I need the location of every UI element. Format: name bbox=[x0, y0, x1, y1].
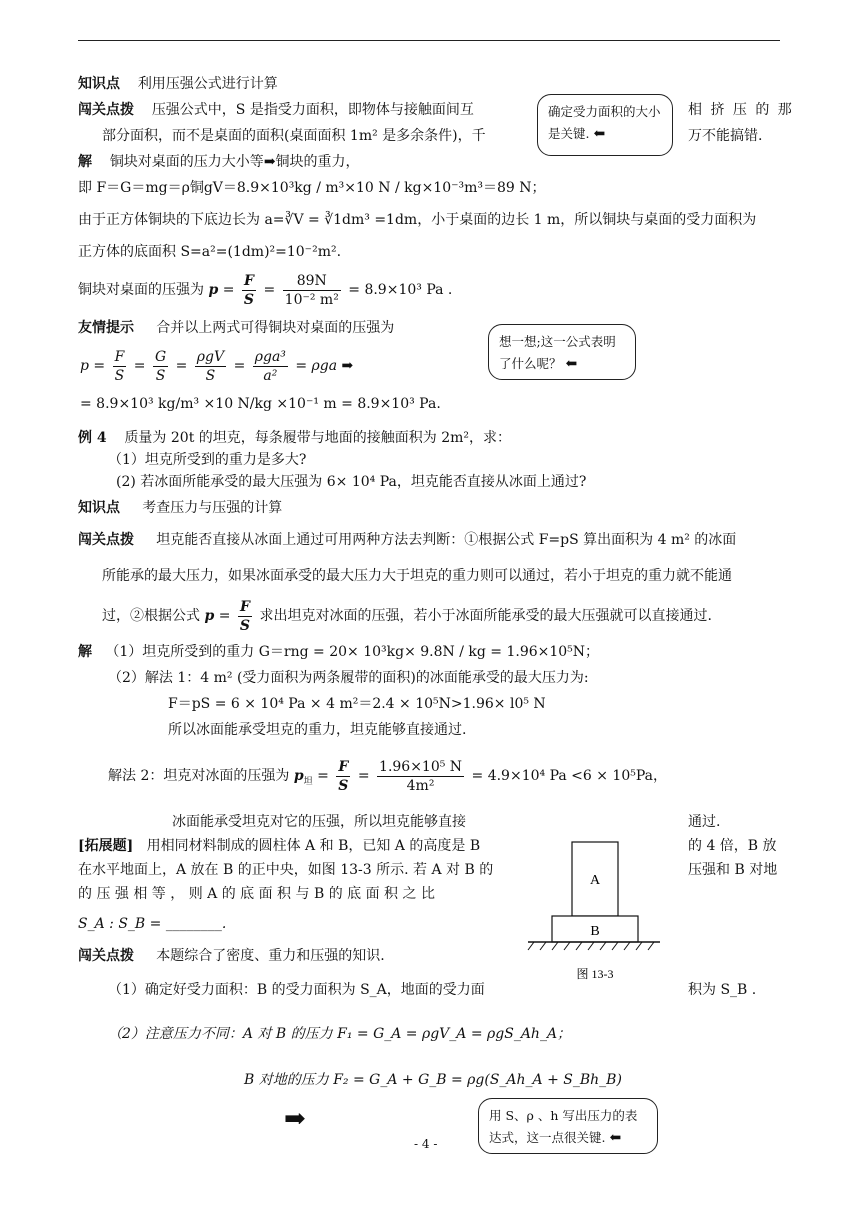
left-arrow-icon: ⬅ bbox=[565, 356, 578, 372]
tip-line-1 bbox=[78, 100, 474, 120]
frac-num: F bbox=[336, 758, 350, 777]
hint-bubble-2-text: 想一想;这一公式表明了什么呢？ bbox=[499, 334, 616, 371]
f-eq-3: = bbox=[233, 358, 246, 374]
p-symbol: p bbox=[208, 282, 219, 298]
friendly-tip-line bbox=[78, 318, 394, 338]
friendly-label: 友情提示 bbox=[78, 320, 134, 336]
figure-caption: 图 13-3 bbox=[576, 967, 614, 981]
sol-2-text-1: （1）坦克所受到的重力 G＝rng = 20× 10³kg× 9.8N / kg = 1.96×10⁵N； bbox=[105, 644, 600, 660]
f-result: = ρga bbox=[295, 358, 338, 374]
frac-den-area: 10⁻² m² bbox=[284, 291, 339, 308]
kp-label-2: 知识点 bbox=[78, 500, 120, 516]
extension-text-1-right: 的 4 倍，B 放 bbox=[688, 838, 777, 854]
p-symbol: p bbox=[293, 768, 304, 784]
extension-text-1: 用相同材料制成的圆柱体 A 和 B，已知 A 的高度是 B bbox=[146, 838, 481, 854]
solution-2-line-3: F＝pS = 6 × 10⁴ Pa × 4 m²＝2.4 × 10⁵N>1.96× l0⁵ N bbox=[168, 696, 546, 712]
tip-3-item-1-right: 积为 S_B . bbox=[688, 982, 757, 998]
frac-den: S bbox=[338, 777, 349, 794]
frac2-num: 1.96×10⁵ N bbox=[379, 758, 463, 775]
kp-text: 利用压强公式进行计算 bbox=[137, 76, 278, 92]
example-label: 例 4 bbox=[78, 430, 107, 446]
frac-den: S bbox=[239, 617, 251, 634]
method-2-pre: 解法 2：坦克对冰面的压强为 bbox=[108, 768, 290, 784]
knowledge-point-line-2 bbox=[78, 498, 282, 518]
tip-3-item-2: （2）注意压力不同：A 对 B 的压力 F₁ = G_A = ρgV_A = ρgS_Ah_A； bbox=[108, 1026, 572, 1042]
f-den-4: a² bbox=[263, 367, 278, 384]
tip-text-2: 部分面积，而不是桌面的面积(桌面面积 1m² 是多余条件)，千 bbox=[102, 128, 486, 144]
tip-label-3: 闯关点拨 bbox=[78, 948, 134, 964]
pressure-formula-1: 铜块对桌面的压强为 p = $\frac{F}{S}$ = $\frac{89N}{\text{10⁻² m²}}$ = 8.9×10³ Pa . bbox=[78, 272, 453, 308]
tip-2-line-3: 过，②根据公式 p = $\frac{F}{S}$ 求出坦克对冰面的压强，若小于冰面所能承受的最大压强就可以直接通过. bbox=[102, 598, 712, 634]
frac-den: S bbox=[243, 291, 255, 308]
tip-3-text: 本题综合了密度、重力和压强的知识. bbox=[156, 948, 385, 964]
hint-bubble-3 bbox=[478, 1098, 658, 1154]
tip-3-item-1: （1）确定好受力面积：B 的受力面积为 S_A，地面的受力面 bbox=[108, 982, 485, 998]
tip-2-text-3-pre: 过，②根据公式 bbox=[102, 608, 200, 624]
sol-text-1-tail: 铜块的重力， bbox=[275, 154, 360, 170]
solution-line-3: 由于正方体铜块的下底边长为 a=∛V = ∛1dm³ =1dm，小于桌面的边长 1 m，所以铜块与桌面的受力面积为 bbox=[78, 212, 757, 228]
tip-2-line-2: 所能承的最大压力，如果冰面承受的最大压力大于坦克的重力则可以通过，若小于坦克的重力就不能通 bbox=[102, 568, 732, 584]
pressure-formula-post: = 8.9×10³ Pa . bbox=[348, 282, 453, 298]
tip-text-1: 压强公式中，S 是指受力面积，即物体与接触面间互 bbox=[151, 102, 474, 118]
solution-2-line-4: 所以冰面能承受坦克的重力，坦克能够直接通过. bbox=[168, 722, 467, 738]
extension-line-2: 在水平地面上，A 放在 B 的正中央，如图 13-3 所示. 若 A 对 B 的 bbox=[78, 862, 494, 878]
hint-bubble-1 bbox=[537, 94, 673, 156]
left-arrow-icon: ⬅ bbox=[609, 1130, 622, 1146]
extension-line-1 bbox=[78, 836, 480, 856]
right-arrow-icon: ➡ bbox=[284, 1104, 306, 1134]
tip-2-line-1 bbox=[78, 530, 736, 550]
f-eq-1: = bbox=[133, 358, 146, 374]
sol-text-1: 铜块对桌面的压力大小等 bbox=[109, 154, 264, 170]
ground-hatching bbox=[528, 942, 654, 950]
pressure-formula-pre: 铜块对桌面的压强为 bbox=[78, 282, 204, 298]
frac-num: F bbox=[238, 598, 252, 617]
frac-num-89N: 89N bbox=[283, 272, 341, 291]
tip-3-item-3: B 对地的压力 F₂ = G_A + G_B = ρg(S_Ah_A + S_Bh_B) bbox=[244, 1072, 622, 1088]
hint-bubble-1-text: 确定受力面积的大小是关键. bbox=[548, 104, 661, 141]
example-4-line bbox=[78, 428, 511, 448]
cylinder-A-label: A bbox=[589, 873, 601, 888]
friendly-text: 合并以上两式可得铜块对桌面的压强为 bbox=[156, 320, 395, 336]
fraction-F-over-S bbox=[242, 272, 256, 309]
knowledge-point-line bbox=[78, 74, 278, 94]
f-eq-2: = bbox=[175, 358, 188, 374]
frac-num: F bbox=[242, 272, 256, 291]
combined-formula-line-2: = 8.9×10³ kg/m³ ×10 N/kg ×10⁻¹ m = 8.9×10³ Pa. bbox=[80, 396, 441, 412]
figure-13-3 bbox=[520, 838, 670, 988]
method-2-post: = 4.9×10⁴ Pa <6 × 10⁵Pa， bbox=[471, 768, 667, 784]
extension-text-2-right: 压强和 B 对地 bbox=[688, 862, 778, 878]
tip-text-1-right: 相 挤 压 的 那 bbox=[688, 102, 794, 118]
tip-text-2-right: 万不能搞错. bbox=[688, 128, 763, 144]
kp-label: 知识点 bbox=[78, 76, 120, 92]
f-num-2: G bbox=[154, 348, 167, 365]
tip-label-2: 闯关点拨 bbox=[78, 532, 134, 548]
f-num-4: ρga³ bbox=[254, 348, 286, 365]
p-subscript: 坦 bbox=[303, 776, 313, 787]
frac2-den: 4m² bbox=[406, 777, 435, 794]
f-num-3: ρgV bbox=[196, 348, 225, 365]
f-p: p = bbox=[80, 358, 106, 374]
hint-bubble-3-text: 用 S、ρ 、h 写出压力的表达式，这一点很关键. bbox=[489, 1108, 638, 1145]
page-number: - 4 - bbox=[414, 1137, 438, 1151]
solution-2-line-6: 冰面能承受坦克对它的压强，所以坦克能够直接 bbox=[172, 814, 466, 830]
sol-label: 解 bbox=[78, 154, 92, 170]
extension-line-3: 的 压 强 相 等 ， 则 A 的 底 面 积 与 B 的 底 面 积 之 比 bbox=[78, 886, 435, 902]
example-text: 质量为 20t 的坦克，每条履带与地面的接触面积为 2m²，求： bbox=[124, 430, 512, 446]
f-den-1: S bbox=[114, 367, 125, 384]
solution-line-2: 即 F＝G＝mg＝ρ铜gV＝8.9×10³kg / m³×10 N / kg×10⁻³m³＝89 N； bbox=[78, 180, 546, 196]
cylinder-B-label: B bbox=[590, 924, 600, 939]
f-num-1: F bbox=[114, 348, 125, 365]
tip-label: 闯关点拨 bbox=[78, 102, 134, 118]
solution-line-1 bbox=[78, 152, 360, 172]
extension-line-4: S_A : S_B = ________. bbox=[78, 916, 227, 932]
f-den-2: S bbox=[155, 367, 166, 384]
p-symbol: p bbox=[204, 608, 215, 624]
right-arrow-icon: ➡ bbox=[341, 358, 354, 374]
combined-formula bbox=[80, 344, 353, 388]
header-rule bbox=[78, 40, 780, 41]
tip-2-text-1: 坦克能否直接从冰面上通过可用两种方法去判断：①根据公式 F=pS 算出面积为 4 m² 的冰面 bbox=[156, 532, 737, 548]
f-den-3: S bbox=[205, 367, 216, 384]
question-2: (2) 若冰面所能承受的最大压强为 6× 10⁴ Pa，坦克能否直接从冰面上通过? bbox=[116, 474, 587, 490]
sol-label-2: 解 bbox=[78, 644, 92, 660]
solution-2-line-1 bbox=[78, 642, 599, 662]
question-1: （1）坦克所受到的重力是多大? bbox=[108, 452, 307, 468]
solution-2-method-2: 解法 2：坦克对冰面的压强为 $p_坦$ = $\frac{F}{S}$ = $\frac{\text{1.96×10⁵ N}}{\text{4m²}}$ = 4.9×10⁴ Pa <6 × 10⁵Pa， bbox=[108, 758, 667, 794]
right-arrow-icon: ➡ bbox=[263, 154, 276, 170]
left-arrow-icon: ⬅ bbox=[593, 126, 606, 142]
hint-bubble-2 bbox=[488, 324, 636, 380]
extension-label: [拓展题] bbox=[78, 838, 134, 854]
fraction-89N bbox=[283, 272, 341, 309]
tip-2-text-3-post: 求出坦克对冰面的压强，若小于冰面所能承受的最大压强就可以直接通过. bbox=[259, 608, 712, 624]
kp-text-2: 考查压力与压强的计算 bbox=[142, 500, 283, 516]
solution-line-4: 正方体的底面积 S=a²=(1dm)²=10⁻²m². bbox=[78, 244, 342, 260]
solution-2-line-2: （2）解法 1：4 m² (受力面积为两条履带的面积)的冰面能承受的最大压力为: bbox=[108, 670, 589, 686]
solution-2-line-6-right: 通过. bbox=[688, 814, 721, 830]
tip-3-line bbox=[78, 946, 385, 966]
